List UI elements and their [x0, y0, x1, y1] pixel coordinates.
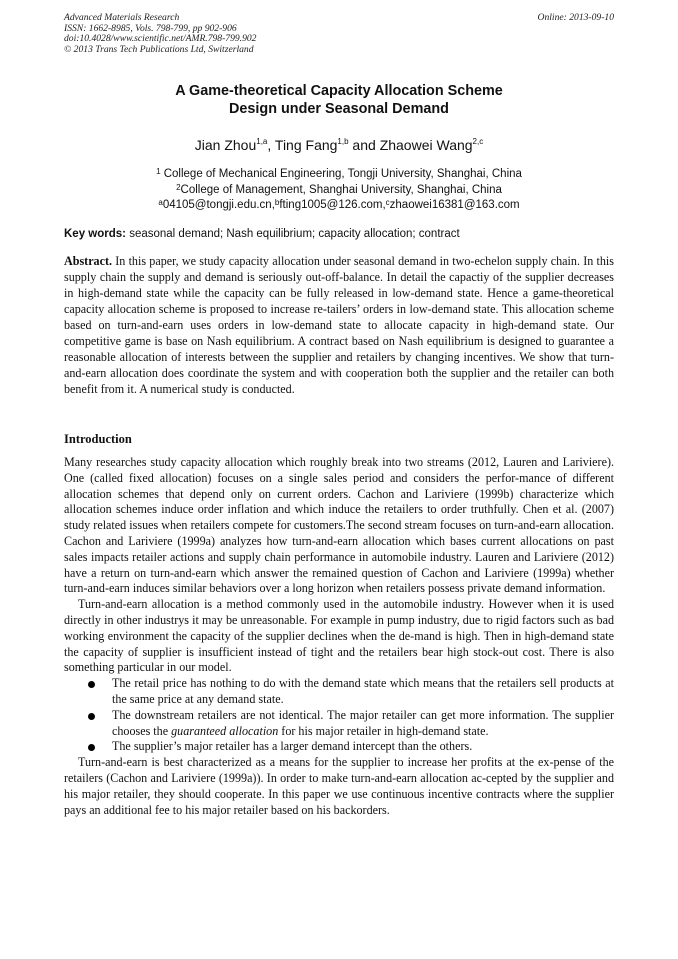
- author-affiliation-mark: 1,b: [337, 137, 349, 146]
- affiliation-1: [0, 167, 678, 183]
- journal-name: Advanced Materials Research: [64, 12, 180, 23]
- author-name: Jian Zhou: [194, 137, 257, 153]
- paragraph: Many researches study capacity allocation which roughly break into two streams (2012, Lauren and Lariviere). One (called fixed allocation) focuses on a single sales period and considers the perfor-mance of different allocation schemes that depend only on current orders. Cachon and Lariviere (1999b) characterize which allocation schemes induce order inflation and which induce the retailers to order truthfully. Chen et al. (2007) study related issues when retailers compete for customers.The second stream focuses on turn-and-earn allocation. Cachon and Lariviere (1999a) analyzes how turn-and-earn allocation which bases current allocations on past sales impacts retailer actions and supply chain performance in automobile industry. Lauren and Lariviere (2012) have a return on turn-and-earn which answer the remained question of Cachon and Lariviere (1999a) whether turn-and-earn induces similar behaviors over a long horizon when retailers possess private demand information.: [64, 455, 614, 596]
- author-name: Ting Fang: [274, 137, 338, 153]
- paragraph: Turn-and-earn allocation is a method commonly used in the automobile industry. However when it is used directly in other industrys it may be unreasonable. For example in pump industry, due to rigid factors such as bad working environment the capacity of the supplier declines when the de-mand is high. Then in high-demand state the capacity of supplier is insufficient instead of tight and the retailers bear high stock-out cost. There is also something particular in our model.: [64, 597, 614, 675]
- author-separator: ,: [267, 137, 275, 153]
- email-address: 04105@tongji.edu.cn,: [162, 199, 275, 211]
- bullet-text: The supplier’s major retailer has a larger demand intercept than the others.: [112, 739, 473, 754]
- doi-line: doi:10.4028/www.scientific.net/AMR.798-799.902: [64, 33, 257, 44]
- author-list: [0, 137, 678, 153]
- affiliation-text: College of Mechanical Engineering, Tongji University, Shanghai, China: [160, 168, 522, 180]
- bullet-icon: [88, 744, 95, 751]
- section-heading-introduction: Introduction: [64, 432, 132, 446]
- abstract-label: Abstract.: [64, 254, 113, 268]
- email-mark: b: [274, 198, 280, 207]
- affiliations: [0, 167, 678, 214]
- keywords-text: seasonal demand; Nash equilibrium; capacity allocation; contract: [126, 228, 460, 240]
- abstract-text: In this paper, we study capacity allocation under seasonal demand in two-echelon supply chain. In this supply chain the supply and demand is seriously out-off-balance. In detail the capactiy of the supplier decreases in high-demand state while the capacity can be fully released in low-demand state. Hence a game-theoretical capacity allocation scheme is proposed to increase re-tailers’ orders in low-demand state. This allocation scheme based on turn-and-earn uses orders in low-demand state to allocate capacity in high-demand state. Our competitive game is base on Nash equilibrium. A contract based on Nash equilibrium is designed to guarantee a reasonable allocation of interests between the supplier and retailers by changing incentives. We show that turn-and-earn allocation does coordinate the system and with cooperation both the supplier and the retailer can both benefit from it. A numerical study is conducted.: [64, 254, 614, 396]
- bullet-item: [64, 739, 614, 755]
- author-separator: and: [348, 137, 380, 153]
- author-affiliation-mark: 2,c: [472, 137, 484, 146]
- bullet-emphasis: guaranteed allocation: [171, 723, 279, 738]
- affiliation-mark: 1: [156, 167, 161, 176]
- bullet-item: [64, 676, 614, 708]
- abstract: [64, 253, 614, 397]
- email-mark: c: [385, 198, 390, 207]
- bullet-text: The downstream retailers are not identical. The major retailer can get more information. The supplier chooses the: [112, 707, 614, 738]
- title-line-1: A Game-theoretical Capacity Allocation Scheme: [175, 83, 503, 99]
- email-line: [0, 198, 678, 214]
- bullet-text: for his major retailer in high-demand state.: [278, 723, 489, 738]
- bullet-text: The retail price has nothing to do with the demand state which means that the retailers sell products at the same price at any demand state.: [112, 676, 614, 706]
- keywords: [64, 227, 614, 241]
- introduction-body: [64, 455, 614, 818]
- title-line-2: Design under Seasonal Demand: [229, 101, 449, 117]
- affiliation-2: [0, 183, 678, 199]
- author-affiliation-mark: 1,a: [256, 137, 268, 146]
- issn-line: ISSN: 1662-8985, Vols. 798-799, pp 902-906: [64, 22, 237, 34]
- author-name: Zhaowei Wang: [379, 137, 473, 153]
- paragraph: Turn-and-earn is best characterized as a means for the supplier to increase her profits at the ex-pense of the retailers (Cachon and Lariviere (1999a)). In order to make turn-and-earn allocation ac-cepted by the supplier and his major retailer, they should cooperate. In this paper we use continuous incentive contracts where the supplier pays an additional fee to his major retailer based on his backorders.: [64, 755, 614, 817]
- email-mark: a: [158, 198, 163, 207]
- online-date: Online: 2013-09-10: [537, 12, 614, 23]
- paper-title: [0, 82, 678, 118]
- bullet-icon: [88, 713, 95, 720]
- journal-header: [64, 13, 256, 55]
- bullet-icon: [88, 681, 95, 688]
- affiliation-text: College of Management, Shanghai University, Shanghai, China: [180, 183, 502, 196]
- bullet-item: [64, 708, 614, 740]
- bullet-list: [64, 676, 614, 755]
- email-address: zhaowei16381@163.com: [389, 199, 520, 211]
- copyright-line: © 2013 Trans Tech Publications Ltd, Switzerland: [64, 43, 254, 55]
- keywords-label: Key words:: [64, 228, 126, 240]
- affiliation-mark: 2: [176, 182, 181, 192]
- email-address: fting1005@126.com,: [279, 199, 386, 211]
